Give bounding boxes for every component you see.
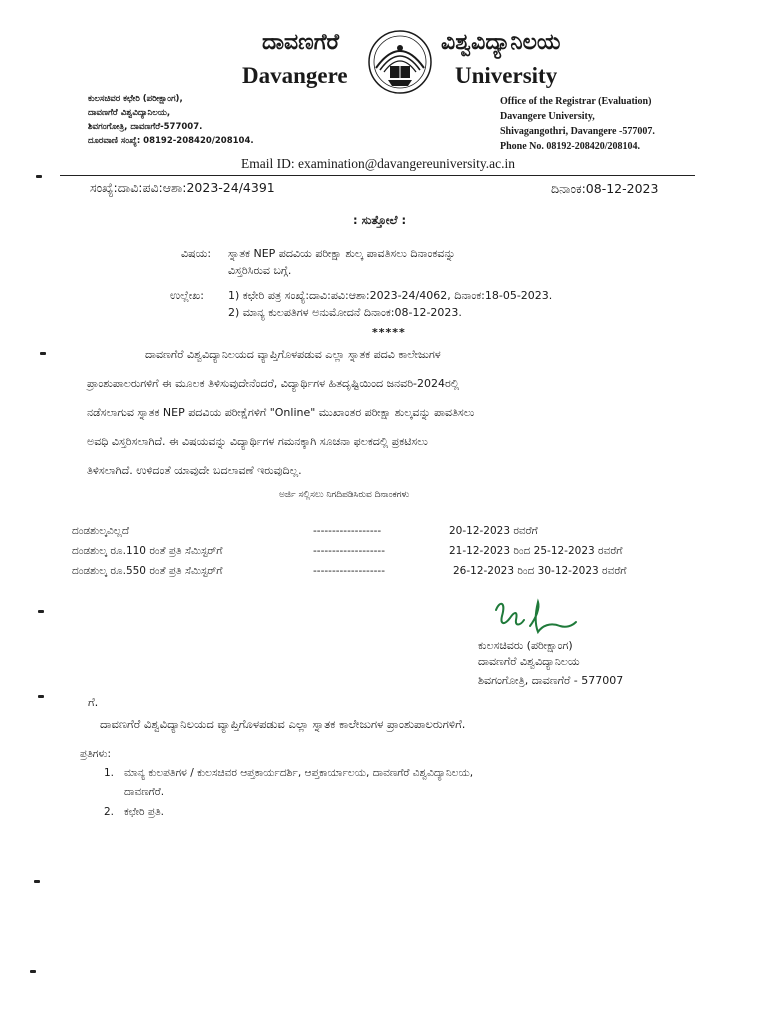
schedule-row-label: ದಂಡಶುಲ್ಕ ರೂ.110 ರಂತೆ ಪ್ರತಿ ಸೆಮಿಸ್ಟರ್‌ಗೆ <box>72 545 223 557</box>
university-name-english-right: University <box>455 63 558 88</box>
recipient-prefix: ಗೆ. <box>88 695 99 709</box>
body-line-1: ದಾವಣಗೆರೆ ವಿಶ್ವವಿದ್ಯಾನಿಲಯದ ವ್ಯಾಪ್ತಿಗೊಳಪಡುವ ಎಲ್ಲಾ ಸ್ನಾತಕ ಪದವಿ ಕಾಲೇಜುಗಳ <box>145 348 441 361</box>
reference-item: 2) ಮಾನ್ಯ ಕುಲಪತಿಗಳ ಅನುಮೋದನೆ ದಿನಾಂಕ:08-12-2023. <box>228 306 462 319</box>
schedule-row-value: 26-12-2023 ರಿಂದ 30-12-2023 ರವರೆಗೆ <box>453 565 627 577</box>
schedule-row-value: 20-12-2023 ರವರೆಗೆ <box>449 525 538 537</box>
address-english-line: Phone No. 08192-208420/208104. <box>500 141 640 152</box>
copy-item-text: ಕಛೇರಿ ಪ್ರತಿ. <box>124 806 165 818</box>
subject-text <box>228 245 455 279</box>
reference-date: ದಿನಾಂಕ:08-12-2023 <box>551 181 659 196</box>
body-line-5: ತಿಳಿಸಲಾಗಿದೆ. ಉಳಿದಂತೆ ಯಾವುದೇ ಬದಲಾವಣೆ ಇರುವುದಿಲ್ಲ. <box>87 464 302 477</box>
subject-line: ವಿಸ್ತರಿಸಿರುವ ಬಗ್ಗೆ. <box>228 264 292 277</box>
university-name-english-left: Davangere <box>242 63 348 88</box>
schedule-heading: ಅರ್ಜಿ ಸಲ್ಲಿಸಲು ನಿಗದಿಪಡಿಸಿರುವ ದಿನಾಂಕಗಳು <box>279 490 410 500</box>
scan-margin-mark <box>38 695 44 698</box>
schedule-row-dashes: ------------------- <box>313 545 385 557</box>
schedule-row-dashes: ------------------ <box>313 525 382 537</box>
references-label: ಉಲ್ಲೇಖ: <box>170 289 204 302</box>
university-emblem-icon <box>366 28 434 96</box>
address-english-line: Office of the Registrar (Evaluation) <box>500 96 652 107</box>
scan-margin-mark <box>38 610 44 613</box>
references-list <box>228 287 552 321</box>
copy-item-number: 2. <box>104 806 115 818</box>
subject-line: ಸ್ನಾತಕ NEP ಪದವಿಯ ಪರೀಕ್ಷಾ ಶುಲ್ಕ ಪಾವತಿಸಲು ದಿನಾಂಕವನ್ನು <box>228 247 456 260</box>
schedule-row-dashes: ------------------- <box>313 565 385 577</box>
address-kannada-line: ದೂರವಾಣಿ ಸಂಖ್ಯೆ: 08192-208420/208104. <box>88 136 254 146</box>
signatory-university: ದಾವಣಗೆರೆ ವಿಶ್ವವಿದ್ಯಾನಿಲಯ <box>478 655 580 668</box>
signatory-address: ಶಿವಗಂಗೋತ್ರಿ, ದಾವಣಗೆರೆ - 577007 <box>478 674 624 687</box>
scan-margin-mark <box>34 880 40 883</box>
copy-item-text: ಮಾನ್ಯ ಕುಲಪತಿಗಳ / ಕುಲಸಚಿವರ ಆಪ್ತಕಾರ್ಯದರ್ಶಿ, ಆಪ್ತಕಾರ್ಯಾಲಯ, ದಾವಣಗೆರೆ ವಿಶ್ವವಿದ್ಯಾನಿಲಯ, <box>124 767 474 779</box>
scan-margin-mark <box>40 352 46 355</box>
address-kannada-line: ದಾವಣಗೆರೆ ವಿಶ್ವವಿದ್ಯಾನಿಲಯ, <box>88 108 171 118</box>
copies-label: ಪ್ರತಿಗಳು: <box>80 748 112 760</box>
scan-margin-mark <box>30 970 36 973</box>
body-line-4: ಅವಧಿ ವಿಸ್ತರಿಸಲಾಗಿದೆ. ಈ ವಿಷಯವನ್ನು ವಿದ್ಯಾರ್ಥಿಗಳ ಗಮನಕ್ಕಾಗಿ ಸೂಚನಾ ಫಲಕದಲ್ಲಿ ಪ್ರಕಟಿಸಲು <box>87 435 428 448</box>
reference-item: 1) ಕಛೇರಿ ಪತ್ರ ಸಂಖ್ಯೆ:ದಾವಿ:ಪವಿ:ಆಶಾ:2023-24/4062, ದಿನಾಂಕ:18-05-2023. <box>228 289 553 302</box>
header-divider <box>60 175 695 176</box>
separator-stars: ***** <box>372 326 406 339</box>
body-line-2: ಪ್ರಾಂಶುಪಾಲರುಗಳಿಗೆ ಈ ಮೂಲಕ ತಿಳಿಸುವುದೇನೆಂದರೆ, ವಿದ್ಯಾರ್ಥಿಗಳ ಹಿತದೃಷ್ಟಿಯಿಂದ ಜನವರಿ-2024ರಲ್ಲಿ <box>87 377 460 390</box>
circular-title: : ಸುತ್ತೋಲೆ : <box>353 213 407 227</box>
schedule-row-label: ದಂಡಶುಲ್ಕ ರೂ.550 ರಂತೆ ಪ್ರತಿ ಸೆಮಿಸ್ಟರ್‌ಗೆ <box>72 565 223 577</box>
body-line-3: ನಡೆಸಲಾಗುವ ಸ್ನಾತಕ NEP ಪದವಿಯ ಪರೀಕ್ಷೆಗಳಿಗೆ "Online" ಮುಖಾಂತರ ಪರೀಕ್ಷಾ ಶುಲ್ಕವನ್ನು ಪಾವತಿಸಲು <box>87 406 475 419</box>
subject-label: ವಿಷಯ: <box>181 247 212 260</box>
recipient-line: ದಾವಣಗೆರೆ ವಿಶ್ವವಿದ್ಯಾನಿಲಯದ ವ್ಯಾಪ್ತಿಗೊಳಪಡುವ ಎಲ್ಲಾ ಸ್ನಾತಕ ಕಾಲೇಜುಗಳ ಪ್ರಾಂಶುಪಾಲರುಗಳಿಗೆ. <box>100 717 466 731</box>
university-name-kannada-right: ವಿಶ್ವವಿದ್ಯಾನಿಲಯ <box>441 30 561 55</box>
address-kannada-line: ಶಿವಗಂಗೋತ್ರಿ, ದಾವಣಗೆರೆ-577007. <box>88 122 203 132</box>
schedule-row-value: 21-12-2023 ರಿಂದ 25-12-2023 ರವರೆಗೆ <box>449 545 623 557</box>
copy-item-number: 1. <box>104 767 115 779</box>
address-english-line: Davangere University, <box>500 111 595 122</box>
copy-item-text: ದಾವಣಗೆರೆ. <box>124 786 165 798</box>
university-name-kannada-left: ದಾವಣಗೆರೆ <box>262 30 340 55</box>
scan-margin-mark <box>36 175 42 178</box>
signatory-title: ಕುಲಸಚಿವರು (ಪರೀಕ್ಷಾಂಗ) <box>478 639 573 652</box>
email-line: Email ID: examination@davangereuniversity.ac.in <box>241 156 515 171</box>
address-kannada-line: ಕುಲಸಚಿವರ ಕಛೇರಿ (ಪರೀಕ್ಷಾಂಗ), <box>88 94 183 104</box>
address-english-line: Shivagangothri, Davangere -577007. <box>500 126 655 137</box>
address-kannada <box>88 92 254 148</box>
address-english <box>500 94 655 154</box>
copy-item <box>124 764 473 802</box>
signatory-block <box>478 636 623 690</box>
reference-number: ಸಂಖ್ಯೆ:ದಾವಿ:ಪವಿ:ಆಶಾ:2023-24/4391 <box>90 180 275 195</box>
schedule-row-label: ದಂಡಶುಲ್ಕವಿಲ್ಲದೆ <box>72 525 130 537</box>
